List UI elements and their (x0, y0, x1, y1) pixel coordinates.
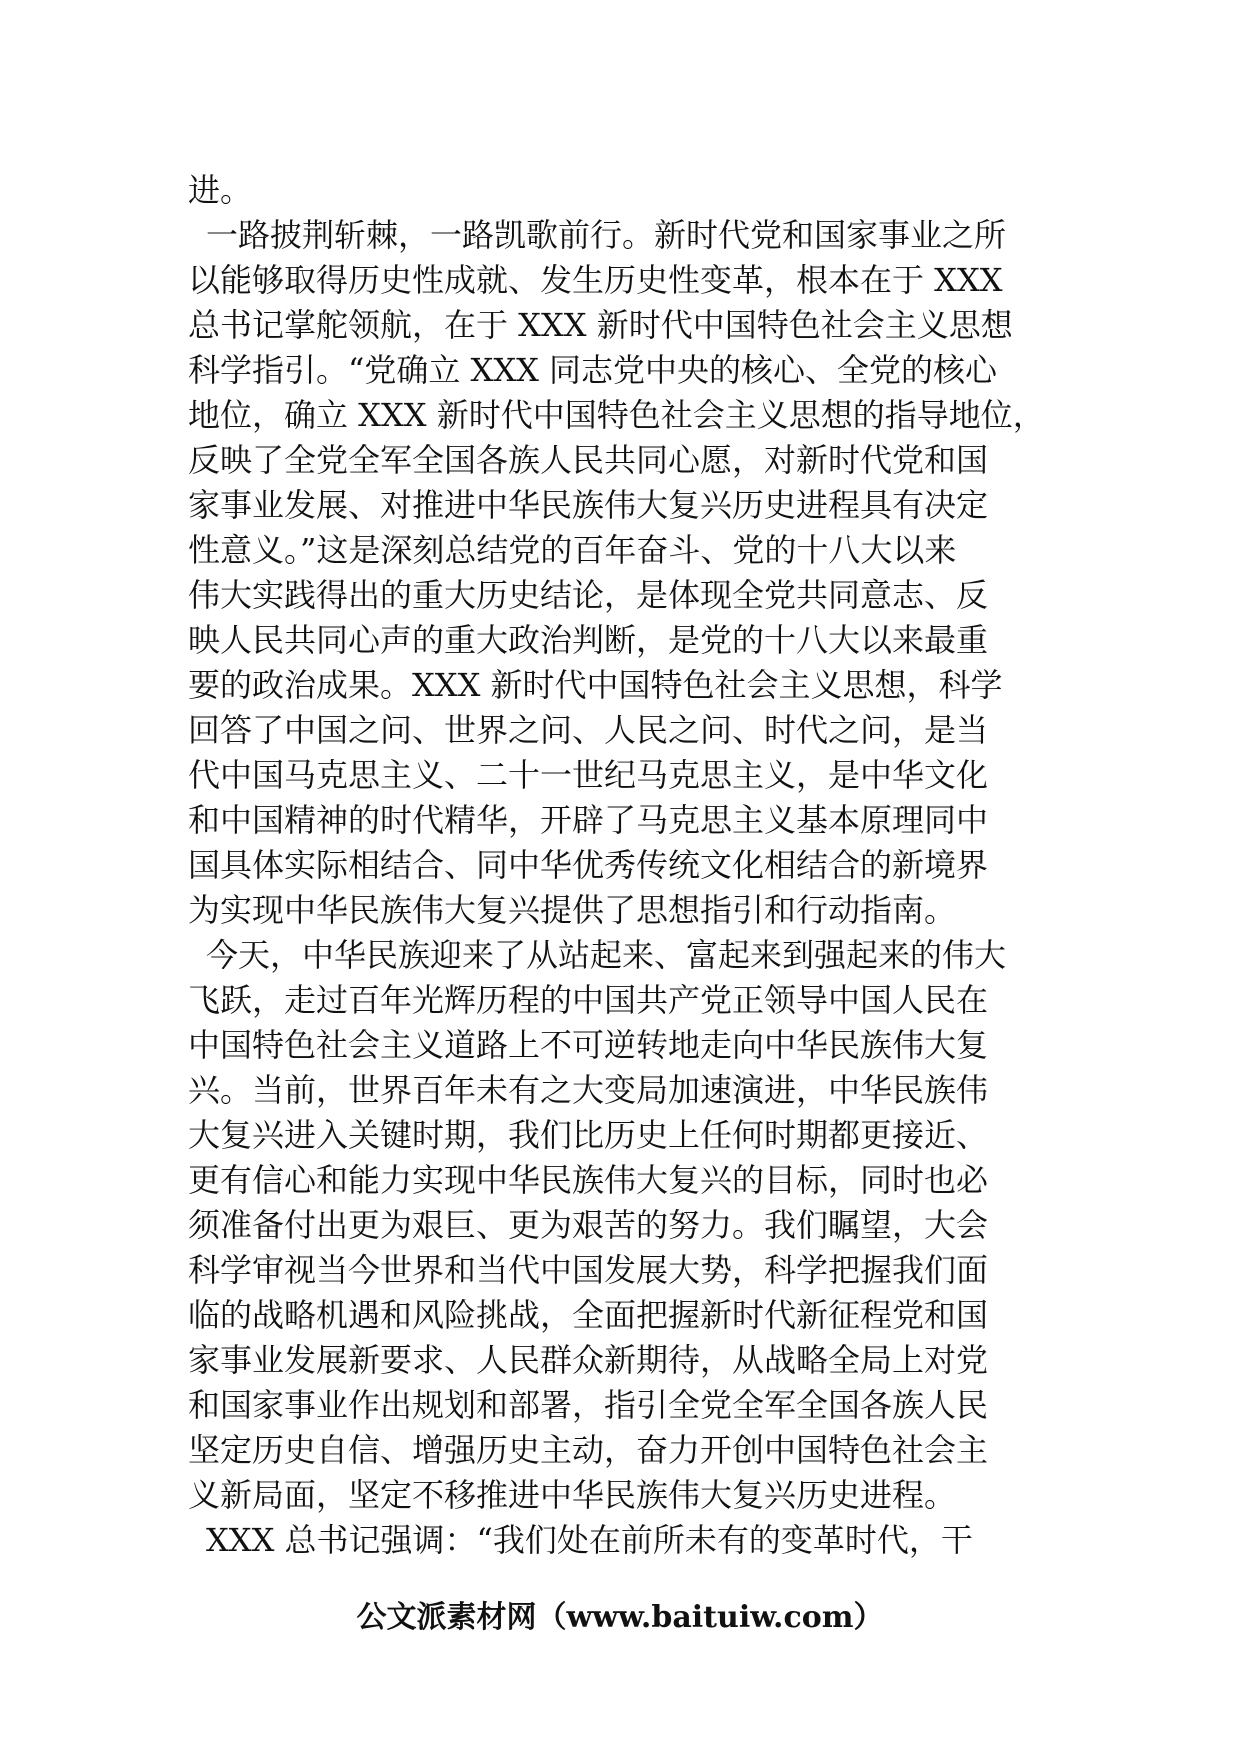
text-line: 总书记掌舵领航，在于 XXX 新时代中国特色社会主义思想 (188, 306, 1013, 344)
text-line: 代中国马克思主义、二十一世纪马克思主义，是中华文化 (188, 756, 989, 794)
text-line: 今天，中华民族迎来了从站起来、富起来到强起来的伟大 (206, 936, 1007, 974)
text-line: 中国特色社会主义道路上不可逆转地走向中华民族伟大复 (188, 1026, 989, 1064)
text-line: 映人民共同心声的重大政治判断，是党的十八大以来最重 (188, 621, 989, 659)
text-line: 性意义。”这是深刻总结党的百年奋斗、党的十八大以来 (188, 531, 957, 569)
text-line: XXX 总书记强调：“我们处在前所未有的变革时代，干 (206, 1521, 973, 1559)
text-line: 伟大实践得出的重大历史结论，是体现全党共同意志、反 (188, 576, 989, 614)
text-line: 国具体实际相结合、同中华优秀传统文化相结合的新境界 (188, 846, 989, 884)
document-body (188, 168, 1086, 1563)
text-line: 坚定历史自信、增强历史主动，奋力开创中国特色社会主 (188, 1431, 989, 1469)
footer-source: 公文派素材网（www.baituiw.com） (356, 1600, 884, 1635)
text-line: 须准备付出更为艰巨、更为艰苦的努力。我们瞩望，大会 (188, 1206, 989, 1244)
text-line: 家事业发展、对推进中华民族伟大复兴历史进程具有决定 (188, 486, 989, 524)
text-line: 义新局面，坚定不移推进中华民族伟大复兴历史进程。 (188, 1476, 957, 1514)
text-line: 为实现中华民族伟大复兴提供了思想指引和行动指南。 (188, 891, 957, 929)
text-line: 科学指引。“党确立 XXX 同志党中央的核心、全党的核心 (188, 351, 998, 389)
text-line: 飞跃，走过百年光辉历程的中国共产党正领导中国人民在 (188, 981, 989, 1019)
text-line: 和中国精神的时代精华，开辟了马克思主义基本原理同中 (188, 801, 989, 839)
text-line: 一路披荆斩棘，一路凯歌前行。新时代党和国家事业之所 (206, 216, 1007, 254)
text-line: 地位，确立 XXX 新时代中国特色社会主义思想的指导地位， (188, 396, 1045, 434)
text-line: 家事业发展新要求、人民群众新期待，从战略全局上对党 (188, 1341, 989, 1379)
text-line: 反映了全党全军全国各族人民共同心愿，对新时代党和国 (188, 441, 989, 479)
text-line: 大复兴进入关键时期，我们比历史上任何时期都更接近、 (188, 1116, 989, 1154)
text-line: 更有信心和能力实现中华民族伟大复兴的目标，同时也必 (188, 1161, 989, 1199)
text-line: 进。 (188, 171, 253, 209)
text-line: 回答了中国之问、世界之问、人民之问、时代之问，是当 (188, 711, 989, 749)
text-line: 和国家事业作出规划和部署，指引全党全军全国各族人民 (188, 1386, 989, 1424)
text-line: 以能够取得历史性成就、发生历史性变革，根本在于 XXX (188, 261, 1003, 299)
text-line: 要的政治成果。XXX 新时代中国特色社会主义思想，科学 (188, 666, 1003, 704)
text-line: 临的战略机遇和风险挑战，全面把握新时代新征程党和国 (188, 1296, 989, 1334)
text-line: 兴。当前，世界百年未有之大变局加速演进，中华民族伟 (188, 1071, 989, 1109)
text-line: 科学审视当今世界和当代中国发展大势，科学把握我们面 (188, 1251, 989, 1289)
